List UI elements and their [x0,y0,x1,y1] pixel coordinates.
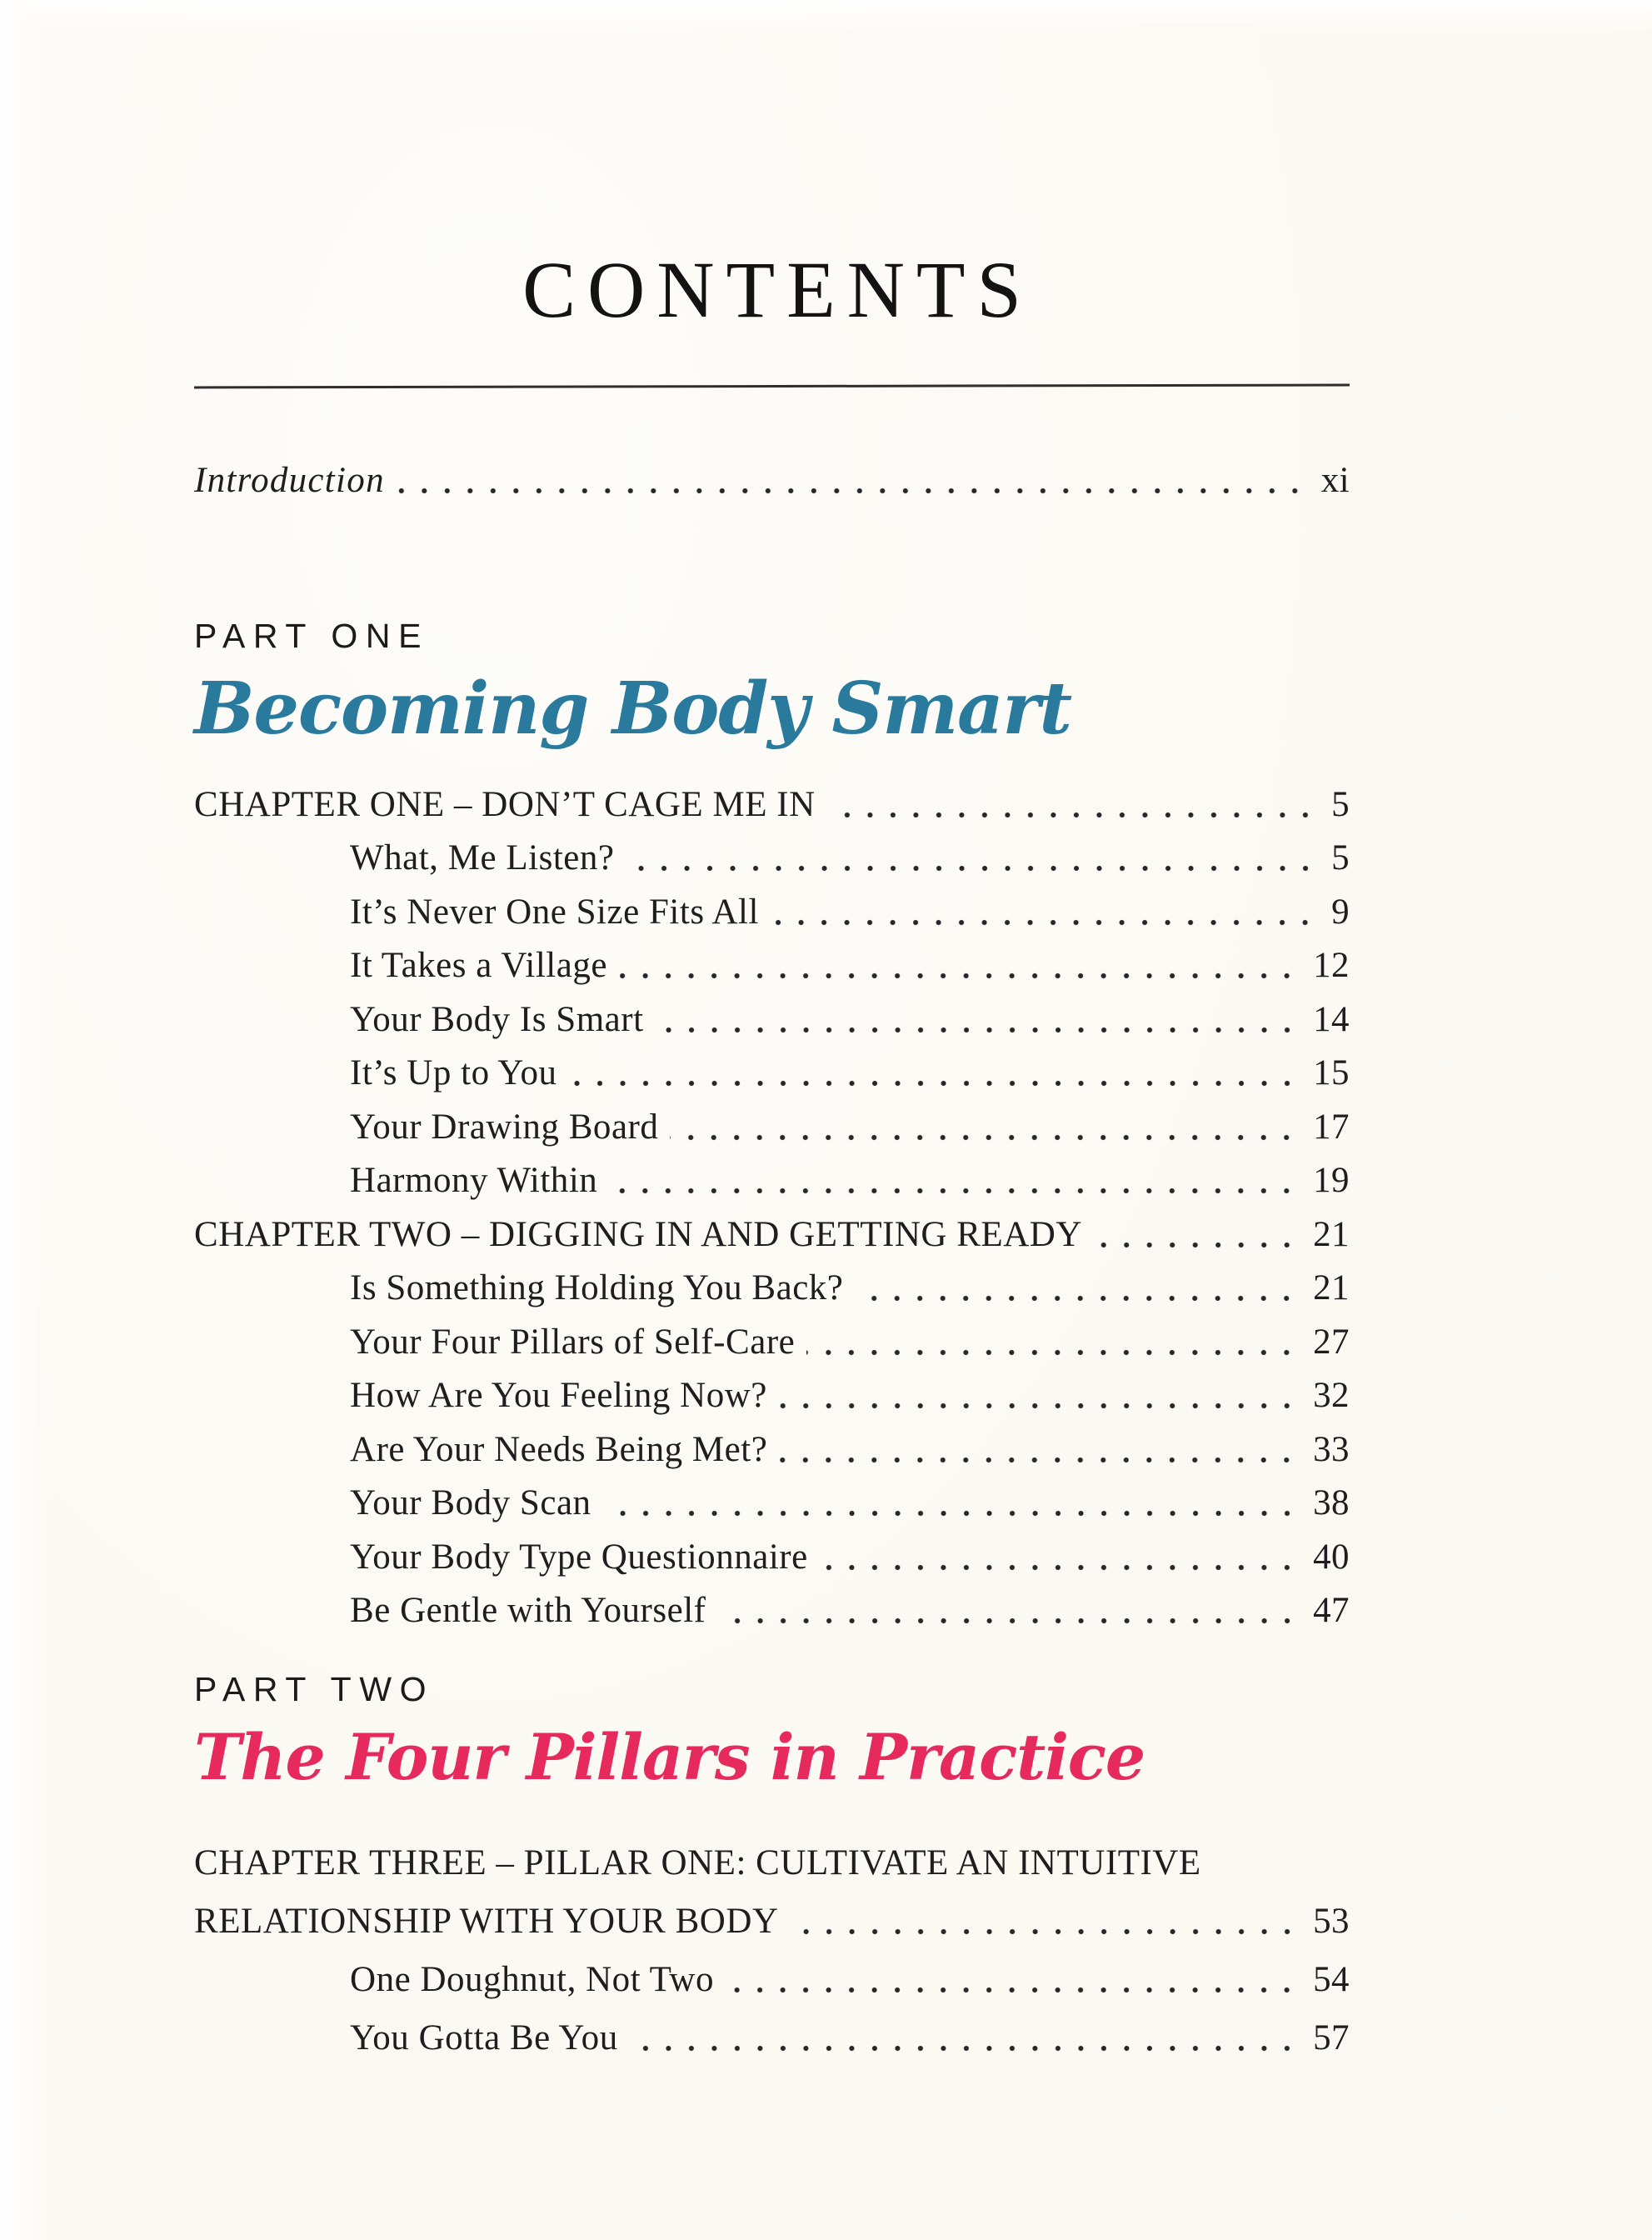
toc-label: Harmony Within [350,1161,598,1201]
toc-row-entry [194,889,1350,943]
toc-label: RELATIONSHIP WITH YOUR BODY [194,1902,779,1942]
toc-label: Be Gentle with Yourself [350,1591,706,1631]
toc-row-entry [194,2013,1350,2072]
dot-leader [670,1134,1306,1141]
part-rows [194,782,1350,1642]
toc-page-number: 54 [1313,1960,1350,2000]
part-kicker: PART ONE [194,616,430,655]
part-section-2 [194,1670,1350,2072]
toc-row-entry [194,1265,1350,1319]
part-kicker: PART TWO [194,1669,435,1708]
toc-row-entry [194,1319,1350,1373]
toc-page-number: xi [1320,461,1350,500]
toc-label: Your Drawing Board [350,1107,659,1147]
dot-leader [656,1027,1307,1033]
dot-leader [718,1618,1307,1624]
dot-leader [855,1295,1306,1302]
toc-label: CHAPTER ONE – DON’T CAGE ME IN [194,784,816,824]
toc-row-entry [194,1427,1350,1481]
toc-row-chapter [194,1897,1350,1955]
dot-leader [779,1457,1306,1463]
toc-label: It Takes a Village [350,946,607,986]
toc-parts-container [194,617,1350,2072]
toc-label: One Doughnut, Not Two [350,1960,715,2000]
toc-label: What, Me Listen? [350,838,615,878]
dot-leader [806,1349,1306,1356]
part-heading: Becoming Body Smart [194,666,1071,751]
dot-leader [726,1987,1306,1993]
toc-label: CHAPTER THREE – PILLAR ONE: CULTIVATE AN INTUITIVE [194,1843,1201,1883]
toc-page-number: 47 [1313,1591,1350,1631]
toc-label: Are Your Needs Being Met? [350,1429,768,1469]
toc-row-entry [194,1104,1350,1158]
page-title: CONTENTS [522,245,1033,334]
toc-label: It’s Up to You [350,1053,557,1093]
toc-page-number: 5 [1331,784,1350,824]
dot-leader [1094,1242,1306,1248]
part-heading: The Four Pillars in Practice [194,1719,1145,1794]
toc-label: Your Body Is Smart [350,999,644,1039]
toc-page-number: 19 [1313,1161,1350,1201]
toc-page-number: 40 [1313,1537,1350,1577]
toc-row-entry [194,997,1350,1051]
toc-label: Your Body Scan [350,1483,591,1523]
toc-page-number: 5 [1331,838,1350,878]
title-divider-rule [194,384,1350,389]
toc-label: Your Body Type Questionnaire [350,1537,808,1577]
dot-leader [603,1510,1307,1517]
toc-label: CHAPTER TWO – DIGGING IN AND GETTING READY [194,1214,1082,1254]
toc-page-number: 27 [1313,1322,1350,1362]
toc-row-introduction [194,458,1350,512]
toc-row-entry [194,1050,1350,1104]
toc-page-number: 32 [1313,1376,1350,1416]
toc-page-number: 15 [1313,1053,1350,1093]
dot-leader [820,1564,1306,1571]
toc-page-number: 17 [1313,1107,1350,1147]
toc-page-number: 14 [1313,999,1350,1039]
dot-leader [619,972,1306,979]
toc-row-chapter [194,1212,1350,1266]
dot-leader [609,1188,1306,1194]
dot-leader [630,2045,1306,2052]
toc-row-entry [194,1534,1350,1588]
toc-row-chapter [194,1838,1350,1897]
part-rows [194,1838,1350,2072]
toc-row-entry [194,835,1350,889]
toc-label: How Are You Feeling Now? [350,1376,767,1416]
toc-label: Your Four Pillars of Self-Care [350,1322,796,1362]
toc-row-entry [194,1588,1350,1642]
dot-leader [397,488,1315,494]
toc-page-number: 53 [1313,1902,1350,1942]
toc-page-number: 21 [1313,1268,1350,1308]
dot-leader [626,865,1325,872]
dot-leader [791,1928,1307,1935]
toc-label: You Gotta Be You [350,2018,618,2058]
toc-page-number: 38 [1313,1483,1350,1523]
toc-page-number: 21 [1313,1214,1350,1254]
dot-leader [779,1402,1306,1409]
part-section-1 [194,617,1350,1642]
toc-page-number: 57 [1313,2018,1350,2058]
toc-page-number: 33 [1313,1429,1350,1469]
dot-leader [569,1080,1307,1087]
toc-row-entry [194,1955,1350,2013]
toc-label: Is Something Holding You Back? [350,1268,844,1308]
toc-row-entry [194,1158,1350,1212]
toc-row-entry [194,1372,1350,1427]
toc-label: Introduction [194,461,385,500]
dot-leader [827,812,1325,818]
toc-row-entry [194,942,1350,997]
toc-row-entry [194,1480,1350,1534]
dot-leader [771,919,1325,926]
toc-row-chapter [194,782,1350,836]
toc-page-number: 9 [1331,892,1350,932]
toc-label: It’s Never One Size Fits All [350,892,759,932]
toc-page-number: 12 [1313,946,1350,986]
